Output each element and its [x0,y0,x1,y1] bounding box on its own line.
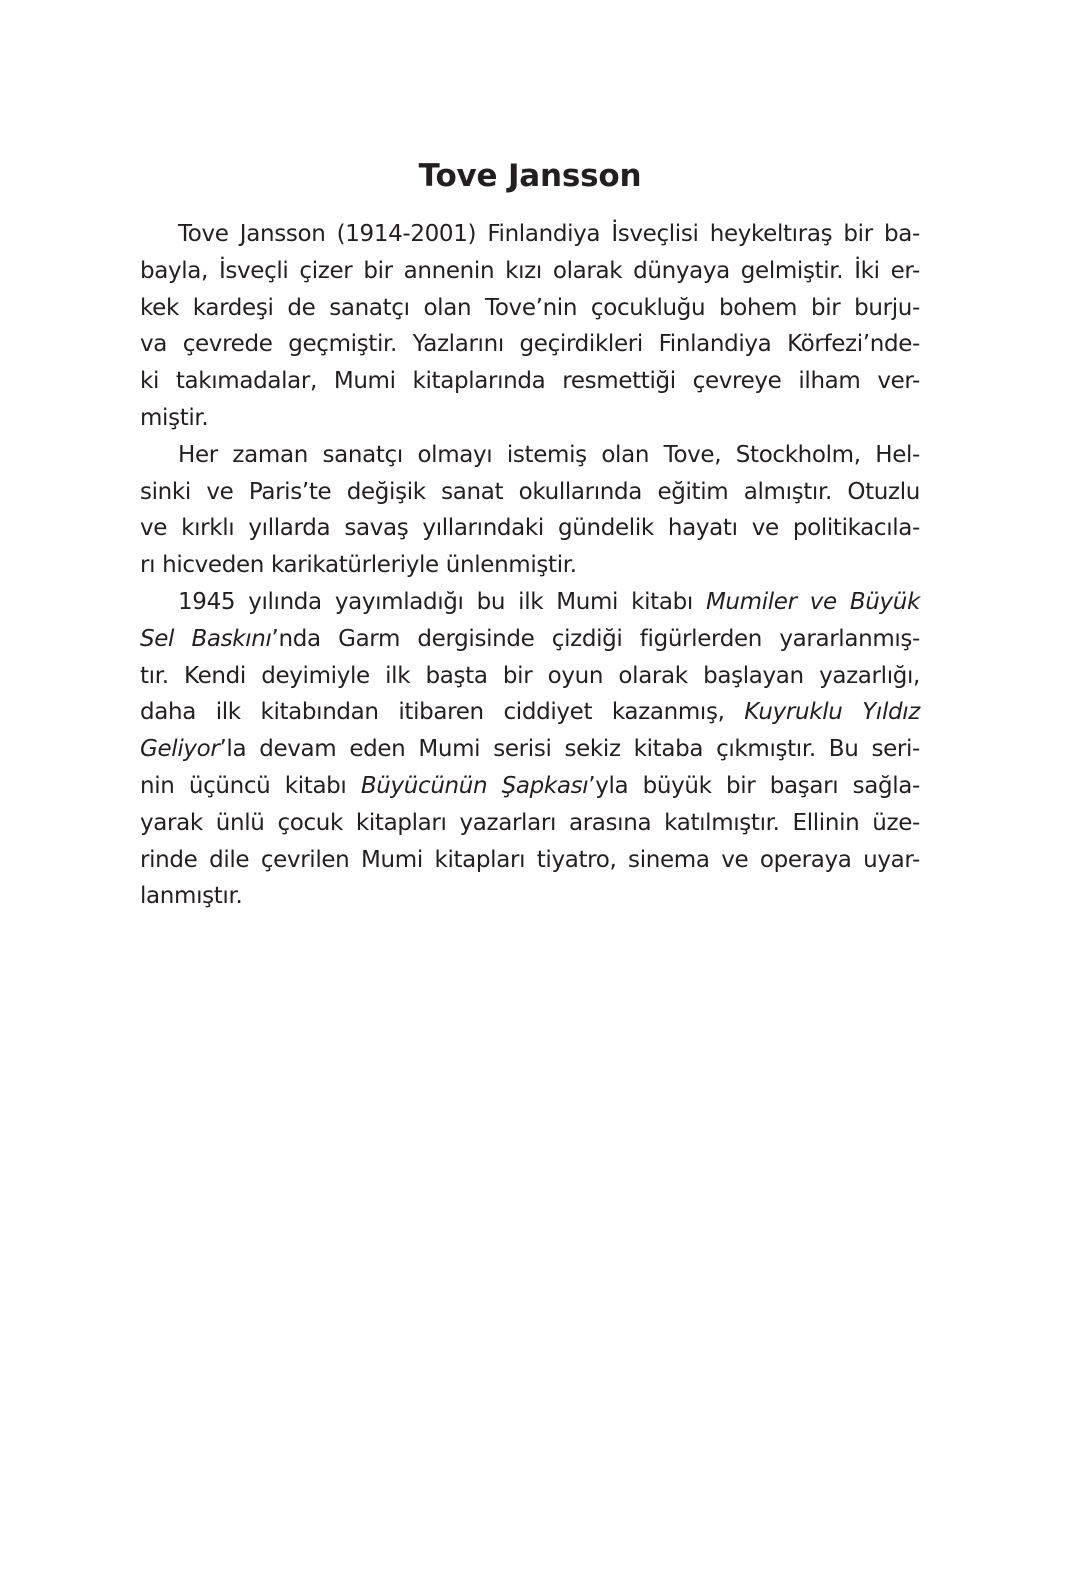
text-line: ki takımadalar, Mumi kitaplarında resmettiği çevreye ilham ver- [140,368,920,395]
text-line: tır. Kendi deyimiyle ilk başta bir oyun olarak başlayan yazarlığı, [140,662,920,689]
book-title: Büyücünün Şapkası [360,772,589,799]
text-line [140,621,920,658]
text-line: bayla, İsveçli çizer bir annenin kızı olarak dünyaya gelmiştir. İki er- [140,257,920,284]
text-run: ’yla büyük bir başarı sağla- [588,772,921,799]
text-line: miştir. [140,404,209,431]
text-line: lanmıştır. [140,883,243,910]
book-title: Mumiler ve Büyük [705,588,920,615]
text-line: sinki ve Paris’te değişik sanat okullarında eğitim almıştır. Otuzlu [140,478,920,505]
text-line [140,694,920,731]
text-line: Her zaman sanatçı olmayı istemiş olan Tove, Stockholm, Hel- [178,441,920,468]
text-line: kek kardeşi de sanatçı olan Tove’nin çocukluğu bohem bir burju- [140,294,920,321]
text-line [140,768,920,805]
text-run: daha ilk kitabından itibaren ciddiyet kazanmış, [140,699,745,726]
page-title: Tove Jansson [418,158,642,194]
text-run: nin üçüncü kitabı [140,772,361,799]
paragraph-3 [140,584,920,915]
book-title: Kuyruklu Yıldız [744,699,921,726]
text-line: yarak ünlü çocuk kitapları yazarları arasına katılmıştır. Ellinin üze- [140,809,920,836]
biography-text [140,216,920,915]
text-line: va çevrede geçmiştir. Yazlarını geçirdikleri Finlandiya Körfezi’nde- [140,331,920,358]
text-line: rinde dile çevrilen Mumi kitapları tiyatro, sinema ve operaya uyar- [140,846,920,873]
text-line [140,731,920,768]
paragraph-1 [140,216,920,437]
text-line [140,584,920,621]
text-line: ve kırklı yıllarda savaş yıllarındaki gündelik hayatı ve politikacıla- [140,515,920,542]
text-run: ’la devam eden Mumi serisi sekiz kitaba çıkmıştır. Bu seri- [219,736,920,763]
text-run: 1945 yılında yayımladığı bu ilk Mumi kitabı [178,588,706,615]
text-line: Tove Jansson (1914-2001) Finlandiya İsveçlisi heykeltıraş bir ba- [178,221,920,247]
book-title: Sel Baskını [140,625,272,652]
text-line: rı hicveden karikatürleriyle ünlenmiştir. [140,552,577,579]
text-run: ’nda Garm dergisinde çizdiği figürlerden yararlanmış- [271,625,920,652]
paragraph-2 [140,437,920,584]
book-title: Geliyor [140,736,220,763]
